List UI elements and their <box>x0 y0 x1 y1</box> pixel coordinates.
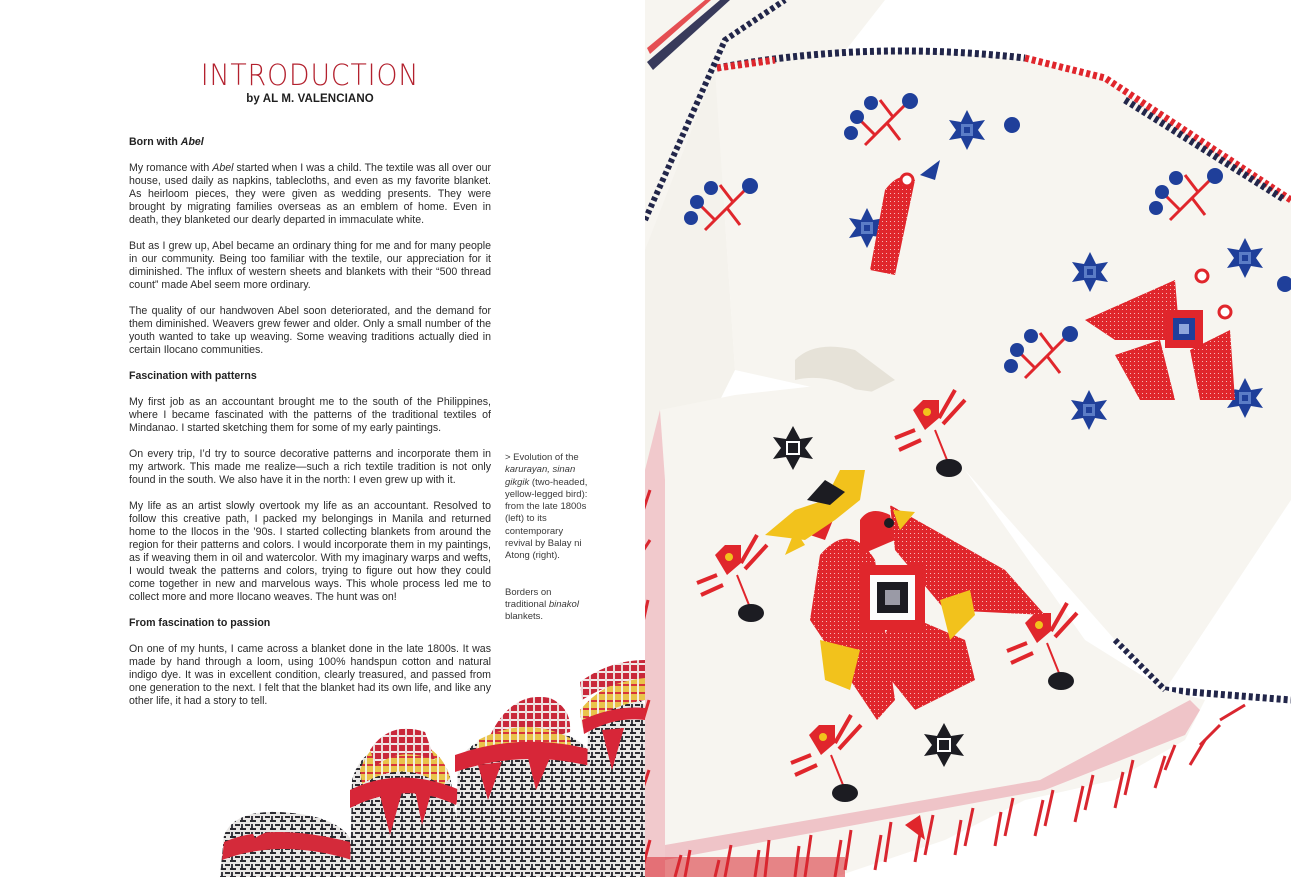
section-heading-fascination: Fascination with patterns <box>129 370 257 382</box>
paragraph: My life as an artist slowly overtook my life as an accountant. Resolved to follow this creative path, I packed my belongings in Manila and returned home to the Ilocos in the ’90s. I started collecting blankets from around the region for their patterns and colors. I would incorporate them in my paintings, as if weaving them in oil and watercolor. With my imaginary warps and wefts, I would tweak the patterns and colors, trying to figure out how they could come together in new and marvelous ways. This whole process led me to collect more and more Ilocano weaves. The hunt was on! <box>129 500 491 603</box>
paragraph: The quality of our handwoven Abel soon deteriorated, and the demand for them diminished. Weavers grew fewer and older. Only a small number of the youth wanted to take up weaving. Some weaving traditions actually died in certain Ilocano communities. <box>129 305 491 356</box>
paragraph: On every trip, I’d try to source decorative patterns and incorporate them in my artwork. This made me realize—such a rich textile tradition is not only found in the south. We also have it in the north: I even grew up with it. <box>129 448 491 486</box>
article-byline: by AL M. VALENCIANO <box>246 93 374 105</box>
left-page <box>0 0 645 877</box>
caption-borders: Borders on traditional binakol blankets. <box>505 586 579 623</box>
right-page <box>645 0 1291 877</box>
article-title: INTRODUCTION <box>200 58 420 92</box>
paragraph: My first job as an accountant brought me to the south of the Philippines, where I became fascinated with the patterns of the traditional textiles of Mindanao. I started sketching them for some of my early paintings. <box>129 396 491 434</box>
section-heading-born-with-abel: Born with Abel <box>129 136 204 148</box>
embroidered-blankets-photo <box>645 0 1291 877</box>
section-heading-passion: From fascination to passion <box>129 617 271 629</box>
paragraph: On one of my hunts, I came across a blanket done in the late 1800s. It was made by hand through a loom, using 100% handspun cotton and natural indigo dye. It was in excellent condition, clearly treasured, and passed from one generation to the next. I felt that the blanket had its own life, and like any other life, it had a story to tell. <box>129 643 491 707</box>
article-body <box>129 136 491 721</box>
caption-evolution: > Evolution of the karurayan, sinan gikgik (two-headed, yellow-legged bird): from the late 1800s (left) to its contemporary revival by Balay ni Atong (right). <box>505 452 588 562</box>
paragraph: My romance with Abel started when I was a child. The textile was all over our house, used daily as napkins, tablecloths, and even as my favorite blanket. As heirloom pieces, they were given as wedding presents. They were brought by migrating families overseas as an emblem of home. Even in death, they blanketed our dearly departed in immaculate white. <box>129 162 491 226</box>
paragraph: But as I grew up, Abel became an ordinary thing for me and for many people in our community. Being too familiar with the textile, our appreciation for it diminished. The influx of western sheets and blankets with their “500 thread count” made Abel seem more ordinary. <box>129 240 491 291</box>
rolled-blankets-photo <box>210 660 645 877</box>
photo-caption <box>505 452 590 648</box>
